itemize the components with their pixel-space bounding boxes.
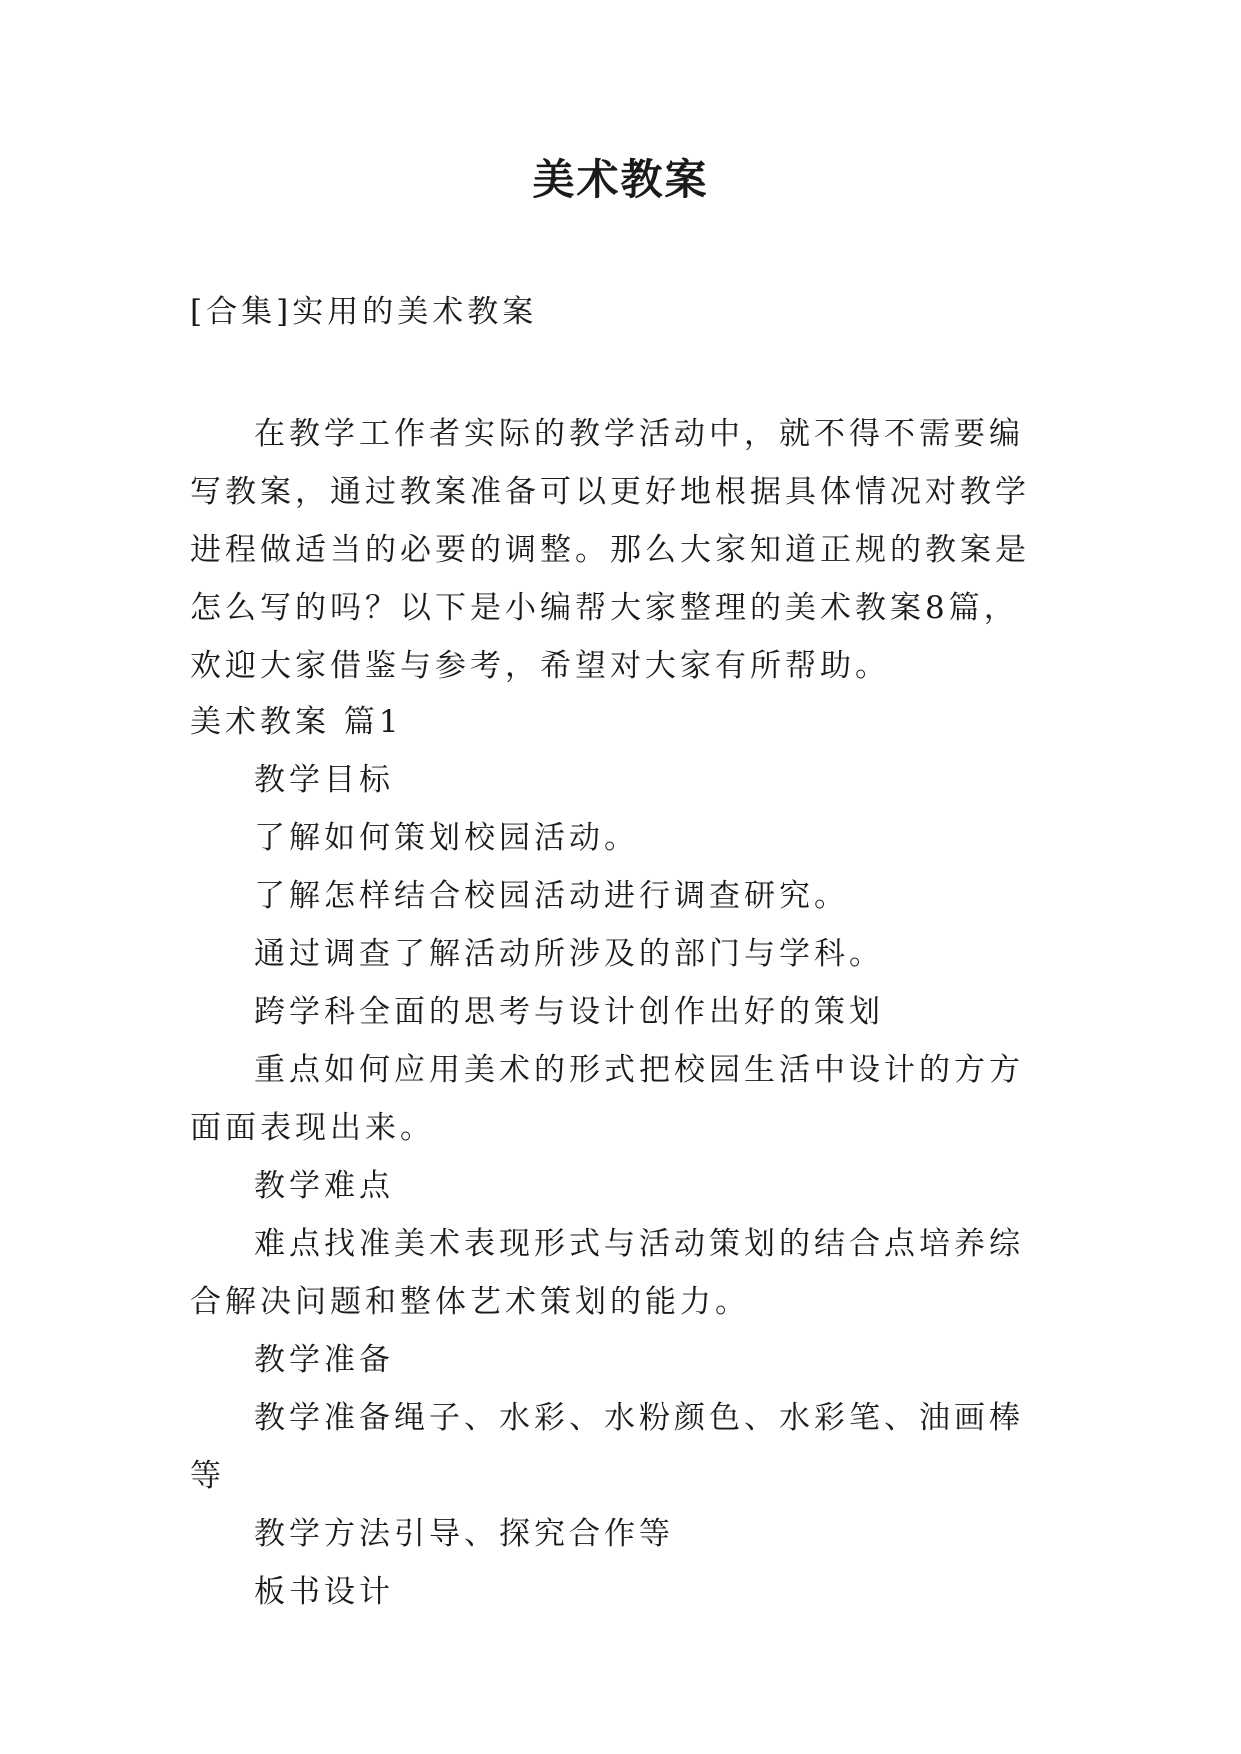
intro-section — [190, 405, 1050, 695]
goal-paragraph: 通过调查了解活动所涉及的部门与学科。 — [254, 936, 884, 972]
section-heading: 美术教案 篇1 — [190, 704, 403, 740]
key-point-paragraph: 重点如何应用美术的形式把校园生活中设计的方方面面表现出来。 — [190, 1052, 1024, 1146]
document-subtitle: [合集]实用的美术教案 — [190, 294, 538, 330]
heading-teaching-difficulty: 教学难点 — [254, 1168, 394, 1204]
intro-paragraph: 在教学工作者实际的教学活动中，就不得不需要编写教案，通过教案准备可以更好地根据具体情况对教学进程做适当的必要的调整。那么大家知道正规的教案是怎么写的吗？以下是小编帮大家整理的美术教案8篇，欢迎大家借鉴与参考，希望对大家有所帮助。 — [190, 416, 1030, 684]
heading-teaching-preparation: 教学准备 — [254, 1342, 394, 1378]
document-title: 美术教案 — [532, 155, 709, 204]
difficulty-paragraph: 难点找准美术表现形式与活动策划的结合点培养综合解决问题和整体艺术策划的能力。 — [190, 1226, 1024, 1320]
preparation-paragraph: 教学准备绳子、水彩、水粉颜色、水彩笔、油画棒等 — [190, 1400, 1024, 1494]
method-paragraph: 教学方法引导、探究合作等 — [254, 1516, 674, 1552]
goal-paragraph: 了解如何策划校园活动。 — [254, 820, 639, 856]
goal-paragraph: 跨学科全面的思考与设计创作出好的策划 — [254, 994, 884, 1030]
lesson-section — [190, 693, 1050, 1621]
heading-board-design: 板书设计 — [254, 1574, 394, 1610]
goal-paragraph: 了解怎样结合校园活动进行调查研究。 — [254, 878, 849, 914]
heading-teaching-goals: 教学目标 — [254, 762, 394, 798]
